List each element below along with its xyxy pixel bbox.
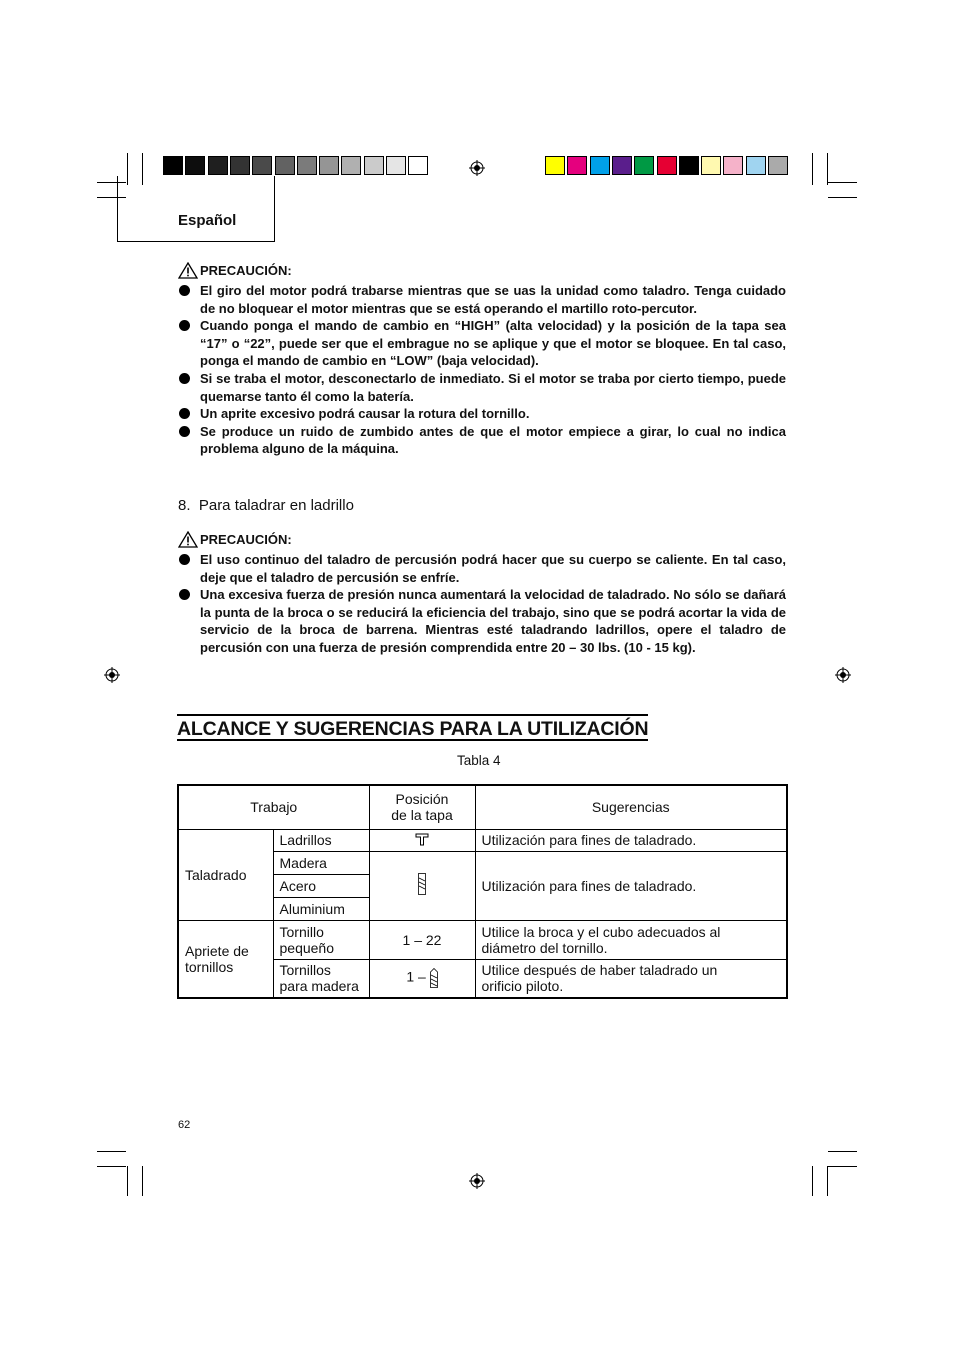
crop-mark xyxy=(812,153,813,185)
suggestion: Utilice después de haber taladrado un orificio piloto. xyxy=(475,959,787,998)
color-swatch xyxy=(275,156,295,175)
drill-bit-icon xyxy=(430,968,438,988)
color-swatch xyxy=(185,156,205,175)
suggestion: Utilice la broca y el cubo adecuados al diámetro del tornillo. xyxy=(475,920,787,959)
position-cell xyxy=(369,829,475,851)
suggestion: Utilización para fines de taladrado. xyxy=(475,829,787,851)
page-number: 62 xyxy=(178,1119,191,1131)
color-swatch xyxy=(657,156,677,175)
list-item: El uso continuo del taladro de percusión podrá hacer que su cuerpo se caliente. En tal caso, deje que el taladro de percusión se enfríe. xyxy=(178,551,786,586)
registration-mark-icon xyxy=(104,667,120,683)
header-suggestions: Sugerencias xyxy=(475,785,787,829)
position-value: 1 – 22 xyxy=(369,920,475,959)
crop-mark xyxy=(828,182,857,183)
color-swatch xyxy=(612,156,632,175)
language-tab-frame xyxy=(117,176,275,242)
warning-icon xyxy=(178,262,198,279)
table-row xyxy=(178,829,787,851)
color-swatch xyxy=(297,156,317,175)
crop-mark xyxy=(828,1151,857,1152)
crop-mark xyxy=(127,1166,128,1196)
color-swatch xyxy=(319,156,339,175)
color-swatch xyxy=(746,156,766,175)
position-cell xyxy=(369,851,475,920)
color-swatch xyxy=(230,156,250,175)
drill-bit-icon xyxy=(418,873,426,895)
registration-mark-icon xyxy=(469,160,485,176)
color-swatch xyxy=(545,156,565,175)
suggestion: Utilización para fines de taladrado. xyxy=(475,851,787,920)
hammer-icon xyxy=(415,832,429,846)
color-swatch xyxy=(364,156,384,175)
registration-mark-icon xyxy=(469,1173,485,1189)
position-value: 1 – xyxy=(406,968,426,985)
warning-icon xyxy=(178,531,198,548)
caution-list xyxy=(178,282,786,458)
step-heading: 8. Para taladrar en ladrillo xyxy=(178,497,354,514)
crop-mark xyxy=(812,1166,813,1196)
color-swatch xyxy=(386,156,406,175)
color-swatch xyxy=(252,156,272,175)
work-category: Taladrado xyxy=(178,829,273,920)
registration-mark-icon xyxy=(835,667,851,683)
color-swatch xyxy=(567,156,587,175)
caution-title: PRECAUCIÓN: xyxy=(200,532,292,547)
list-item: Un aprite excesivo podrá causar la rotura del tornillo. xyxy=(178,405,786,423)
color-swatch xyxy=(590,156,610,175)
position-cell xyxy=(369,959,475,998)
crop-mark xyxy=(97,1151,126,1152)
color-swatch xyxy=(679,156,699,175)
crop-mark xyxy=(97,1166,126,1167)
crop-mark xyxy=(827,153,828,185)
usage-table xyxy=(177,784,788,999)
color-swatch xyxy=(723,156,743,175)
header-position: Posición de la tapa xyxy=(369,785,475,829)
color-swatch xyxy=(341,156,361,175)
table-caption: Tabla 4 xyxy=(457,753,501,768)
crop-mark xyxy=(828,1166,857,1167)
color-swatch xyxy=(768,156,788,175)
caution-heading xyxy=(178,531,292,548)
screw-type: Tornillo pequeño xyxy=(273,920,369,959)
table-header-row xyxy=(178,785,787,829)
crop-mark xyxy=(827,1166,828,1196)
color-swatch xyxy=(163,156,183,175)
color-swatch xyxy=(208,156,228,175)
crop-mark xyxy=(828,197,857,198)
crop-mark xyxy=(142,1166,143,1196)
list-item: Se produce un ruido de zumbido antes de que el motor empiece a girar, lo cual no indica problema alguno de la máquina. xyxy=(178,423,786,458)
section-title: ALCANCE Y SUGERENCIAS PARA LA UTILIZACIÓN xyxy=(177,714,648,741)
screw-type: Tornillos para madera xyxy=(273,959,369,998)
material: Madera xyxy=(273,851,369,874)
material: Aluminium xyxy=(273,897,369,920)
list-item: Una excesiva fuerza de presión nunca aumentará la velocidad de taladrado. No sólo se dañará la punta de la broca o se reducirá la eficiencia del trabajo, sino que se podrá acortar la vida de servicio de la broca de barrena. Mientras esté taladrando ladrillos, opere el taladro de percusión con una fuerza de presión comprendida entre 20 – 30 lbs. (10 - 15 kg). xyxy=(178,586,786,656)
material: Acero xyxy=(273,874,369,897)
caution-list xyxy=(178,551,786,657)
language-label: Español xyxy=(178,212,237,229)
list-item: Cuando ponga el mando de cambio en “HIGH” (alta velocidad) y la posición de la tapa sea “17” o “22”, puede ser que el embrague no se aplique y que el motor se bloquee. En tal caso, ponga el mando de cambio en “LOW” (baja velocidad). xyxy=(178,317,786,370)
color-swatch xyxy=(634,156,654,175)
list-item: Si se traba el motor, desconectarlo de inmediato. Si el motor se traba por cierto tiempo, puede quemarse tanto él como la batería. xyxy=(178,370,786,405)
table-row xyxy=(178,920,787,959)
list-item: El giro del motor podrá trabarse mientras que se uas la unidad como taladro. Tenga cuidado de no bloquear el motor mientras que se está operando el martillo roto-percutor. xyxy=(178,282,786,317)
header-work: Trabajo xyxy=(178,785,369,829)
material: Ladrillos xyxy=(273,829,369,851)
work-category: Apriete de tornillos xyxy=(178,920,273,998)
color-swatch xyxy=(701,156,721,175)
caution-title: PRECAUCIÓN: xyxy=(200,263,292,278)
caution-heading xyxy=(178,262,292,279)
color-swatch xyxy=(408,156,428,175)
